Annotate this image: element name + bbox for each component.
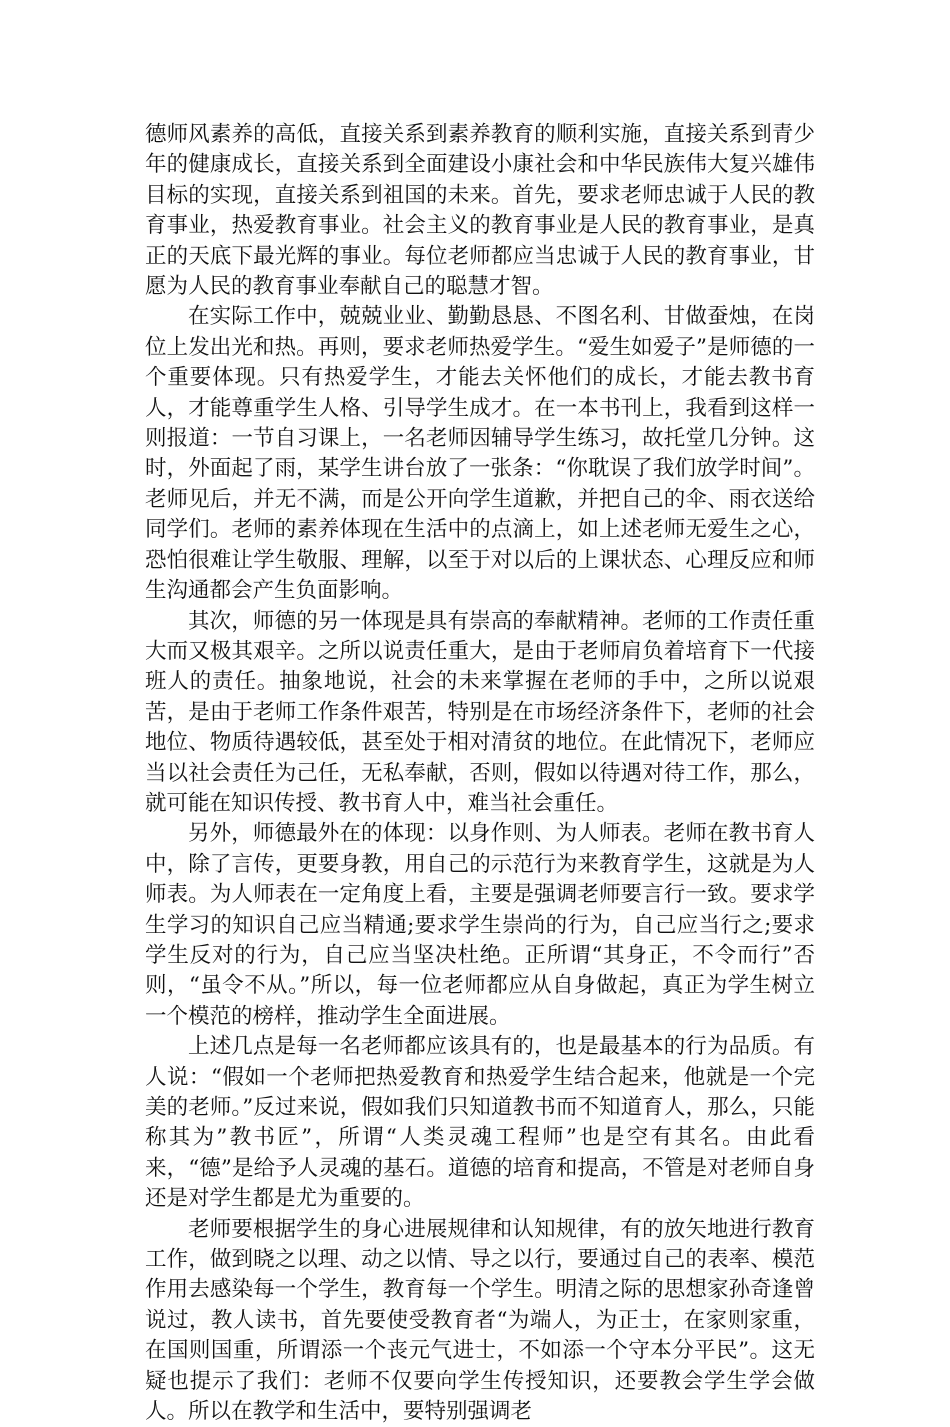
document-body: [145, 120, 815, 1427]
paragraph-2: 在实际工作中，兢兢业业、勤勤恳恳、不图名利、甘做蚕烛，在岗位上发出光和热。再则，要求老师热爱学生。“爱生如爱子”是师德的一个重要体现。只有热爱学生，才能去关怀他们的成长，才能去教书育人，才能尊重学生人格、引导学生成才。在一本书刊上，我看到这样一则报道：一节自习课上，一名老师因辅导学生练习，故托堂几分钟。这时，外面起了雨，某学生讲台放了一张条：“你耽误了我们放学时间”。老师见后，并无不满，而是公开向学生道歉，并把自己的伞、雨衣送给同学们。老师的素养体现在生活中的点滴上，如上述老师无爱生之心，恐怕很难让学生敬服、理解，以至于对以后的上课状态、心理反应和师生沟通都会产生负面影响。: [145, 304, 815, 604]
paragraph-5: 上述几点是每一名老师都应该具有的，也是最基本的行为品质。有人说：“假如一个老师把热爱教育和热爱学生结合起来，他就是一个完美的老师。”反过来说，假如我们只知道教书而不知道育人，那么，只能称其为”教书匠”，所谓“人类灵魂工程师”也是空有其名。由此看来，“德”是给予人灵魂的基石。道德的培育和提高，不管是对老师自身还是对学生都是尤为重要的。: [145, 1034, 815, 1212]
paragraph-6: 老师要根据学生的身心进展规律和认知规律，有的放矢地进行教育工作，做到晓之以理、动之以情、导之以行，要通过自己的表率、模范作用去感染每一个学生，教育每一个学生。明清之际的思想家孙奇逢曾说过，教人读书，首先要使受教育者“为端人，为正士，在家则家重，在国则国重，所谓添一个丧元气进士，不如添一个守本分平民”。这无疑也提示了我们：老师不仅要向学生传授知识，还要教会学生学会做人。所以在教学和生活中，要特别强调老: [145, 1216, 815, 1425]
paragraph-4: 另外，师德最外在的体现：以身作则、为人师表。老师在教书育人中，除了言传，更要身教，用自己的示范行为来教育学生，这就是为人师表。为人师表在一定角度上看，主要是强调老师要言行一致。要求学生学习的知识自己应当精通;要求学生崇尚的行为，自己应当行之;要求学生反对的行为，自己应当坚决杜绝。正所谓“其身正，不令而行”否则，“虽令不从。”所以，每一位老师都应从自身做起，真正为学生树立一个模范的榜样，推动学生全面进展。: [145, 821, 815, 1029]
paragraph-1: 德师风素养的高低，直接关系到素养教育的顺利实施，直接关系到青少年的健康成长，直接关系到全面建设小康社会和中华民族伟大复兴雄伟目标的实现，直接关系到祖国的未来。首先，要求老师忠诚于人民的教育事业，热爱教育事业。社会主义的教育事业是人民的教育事业，是真正的天底下最光辉的事业。每位老师都应当忠诚于人民的教育事业，甘愿为人民的教育事业奉献自己的聪慧才智。: [145, 122, 815, 300]
paragraph-3: 其次，师德的另一体现是具有崇高的奉献精神。老师的工作责任重大而又极其艰辛。之所以说责任重大，是由于老师肩负着培育下一代接班人的责任。抽象地说，社会的未来掌握在老师的手中，之所以说艰苦，是由于老师工作条件艰苦，特别是在市场经济条件下，老师的社会地位、物质待遇较低，甚至处于相对清贫的地位。在此情况下，老师应当以社会责任为己任，无私奉献，否则，假如以待遇对待工作，那么，就可能在知识传授、教书育人中，难当社会重任。: [145, 608, 815, 816]
